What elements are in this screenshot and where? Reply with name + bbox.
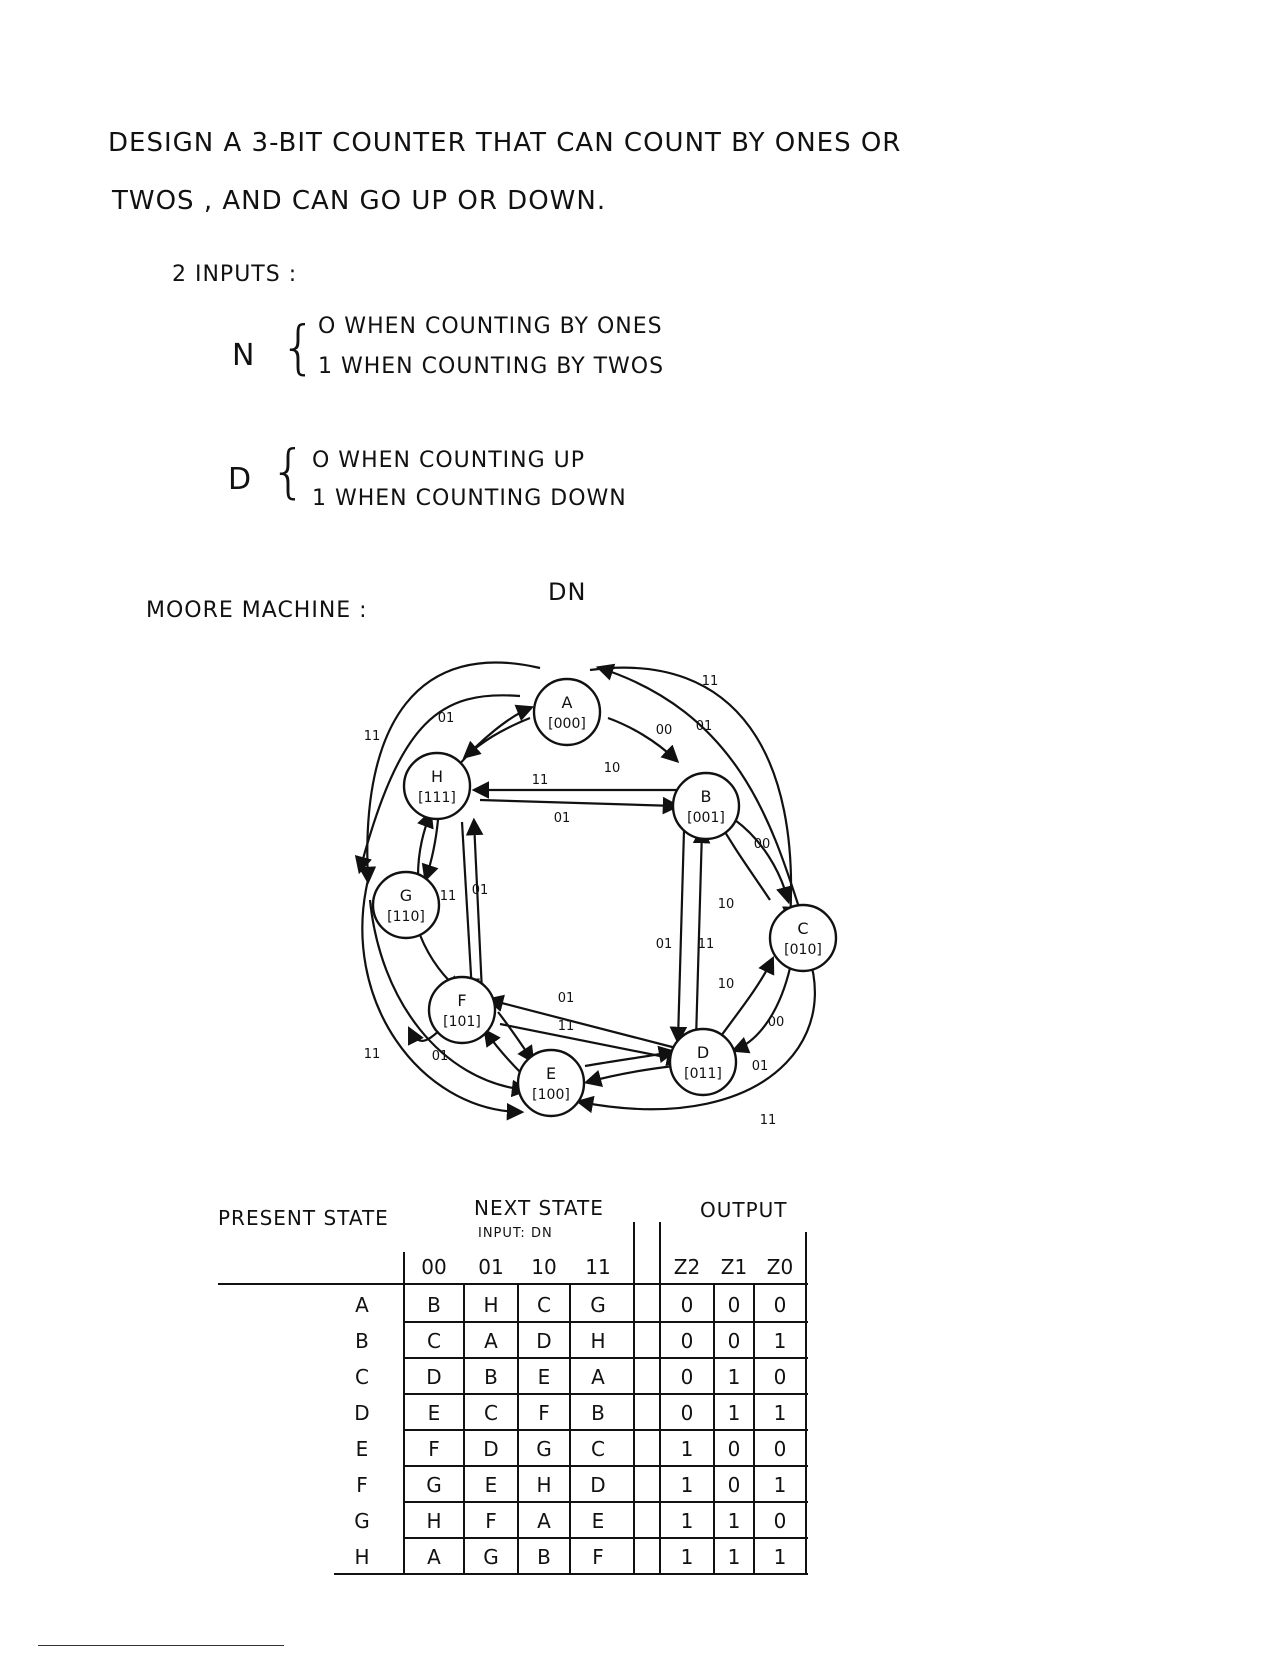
- table-output-cell: 0: [680, 1329, 694, 1353]
- input-d-symbol: D: [228, 462, 253, 497]
- state-c-id: C: [797, 919, 809, 938]
- table-present-state: G: [354, 1509, 370, 1533]
- table-next-state-cell: E: [484, 1473, 498, 1497]
- table-present-state: C: [355, 1365, 369, 1389]
- table-output-cell: 1: [773, 1545, 787, 1569]
- table-output-cell: 1: [680, 1545, 694, 1569]
- table-output-cell: 0: [727, 1473, 741, 1497]
- table-present-state: B: [355, 1329, 369, 1353]
- edge-label-00: 00: [767, 1015, 785, 1030]
- table-header-next-sub: INPUT: DN: [478, 1226, 553, 1241]
- state-g-code: [110]: [387, 909, 425, 925]
- table-next-state-cell: G: [590, 1293, 606, 1317]
- table-output-col-header: Z0: [766, 1255, 794, 1279]
- table-output-col-header: Z1: [720, 1255, 748, 1279]
- table-header-output: OUTPUT: [700, 1198, 788, 1222]
- table-present-state: D: [354, 1401, 370, 1425]
- edge-label-11: 11: [363, 729, 381, 744]
- table-output-cell: 1: [727, 1365, 741, 1389]
- table-next-state-cell: C: [537, 1293, 551, 1317]
- table-next-state-cell: H: [483, 1293, 499, 1317]
- table-output-cell: 0: [680, 1401, 694, 1425]
- edge-label-01: 01: [437, 711, 455, 726]
- table-next-state-cell: A: [591, 1365, 605, 1389]
- table-output-cell: 0: [727, 1437, 741, 1461]
- table-next-state-cell: H: [590, 1329, 606, 1353]
- table-output-cell: 1: [680, 1437, 694, 1461]
- table-next-state-cell: A: [427, 1545, 441, 1569]
- input-d-line-1: 1 WHEN COUNTING DOWN: [312, 486, 627, 511]
- table-next-state-cell: D: [536, 1329, 552, 1353]
- edge-label-01: 01: [431, 1049, 449, 1064]
- state-h-id: H: [430, 767, 444, 786]
- table-input-col-header: 10: [531, 1255, 557, 1279]
- table-next-state-cell: F: [428, 1437, 440, 1461]
- input-n-symbol: N: [232, 338, 256, 373]
- table-output-col-header: Z2: [673, 1255, 701, 1279]
- table-next-state-cell: E: [537, 1365, 551, 1389]
- table-next-state-cell: G: [483, 1545, 499, 1569]
- table-next-state-cell: C: [427, 1329, 441, 1353]
- state-e-id: E: [545, 1064, 557, 1083]
- state-b-code: [001]: [687, 810, 725, 826]
- state-f-code: [101]: [443, 1014, 481, 1030]
- table-next-state-cell: C: [591, 1437, 605, 1461]
- table-header-next: NEXT STATE: [474, 1196, 604, 1220]
- table-output-cell: 1: [773, 1329, 787, 1353]
- state-h-code: [111]: [418, 790, 456, 806]
- input-d-brace: {: [270, 437, 307, 505]
- edge-label-00: 00: [655, 723, 673, 738]
- edge-label-11: 11: [759, 1113, 777, 1128]
- table-output-cell: 0: [727, 1329, 741, 1353]
- edge-label-01: 01: [695, 719, 713, 734]
- table-next-state-cell: G: [426, 1473, 442, 1497]
- table-output-cell: 0: [773, 1437, 787, 1461]
- state-c-code: [010]: [784, 942, 822, 958]
- edge-label-11: 11: [701, 674, 719, 689]
- table-output-cell: 0: [773, 1293, 787, 1317]
- table-present-state: A: [355, 1293, 369, 1317]
- state-d-id: D: [696, 1043, 710, 1062]
- input-d-line-0: O WHEN COUNTING UP: [312, 448, 585, 473]
- edge-label-11: 11: [697, 937, 715, 952]
- edge-label-11: 11: [439, 889, 457, 904]
- table-header-present: PRESENT STATE: [218, 1206, 389, 1230]
- state-f-id: F: [457, 991, 467, 1010]
- table-present-state: F: [356, 1473, 368, 1497]
- diagram-input-label: DN: [548, 578, 587, 606]
- edge-label-11: 11: [363, 1047, 381, 1062]
- table-output-cell: 0: [773, 1365, 787, 1389]
- table-present-state: E: [355, 1437, 369, 1461]
- table-next-state-cell: H: [426, 1509, 442, 1533]
- edge-label-10: 10: [717, 897, 735, 912]
- edge-label-01: 01: [471, 883, 489, 898]
- footer-rule: [38, 1645, 284, 1646]
- table-output-cell: 1: [773, 1473, 787, 1497]
- table-output-cell: 1: [727, 1509, 741, 1533]
- table-next-state-cell: F: [592, 1545, 604, 1569]
- edge-label-11: 11: [531, 773, 549, 788]
- table-next-state-cell: B: [484, 1365, 498, 1389]
- table-next-state-cell: D: [483, 1437, 499, 1461]
- table-next-state-cell: B: [537, 1545, 551, 1569]
- edge-label-01: 01: [655, 937, 673, 952]
- edge-label-01: 01: [751, 1059, 769, 1074]
- table-next-state-cell: B: [591, 1401, 605, 1425]
- edge-label-11: 11: [557, 1019, 575, 1034]
- state-a-code: [000]: [548, 716, 586, 732]
- table-output-cell: 1: [727, 1401, 741, 1425]
- table-output-cell: 1: [680, 1509, 694, 1533]
- input-n-line-1: 1 WHEN COUNTING BY TWOS: [318, 354, 665, 379]
- table-input-col-header: 00: [421, 1255, 447, 1279]
- problem-line-2: TWOS , AND CAN GO UP OR DOWN.: [112, 186, 607, 216]
- edge-label-10: 10: [603, 761, 621, 776]
- table-output-cell: 1: [773, 1401, 787, 1425]
- table-next-state-cell: C: [484, 1401, 498, 1425]
- state-a-id: A: [561, 693, 573, 712]
- table-next-state-cell: F: [538, 1401, 550, 1425]
- input-n-brace: {: [280, 313, 317, 381]
- state-e-code: [100]: [532, 1087, 570, 1103]
- edge-label-00: 00: [753, 837, 771, 852]
- table-next-state-cell: E: [427, 1401, 441, 1425]
- table-next-state-cell: A: [484, 1329, 498, 1353]
- table-next-state-cell: F: [485, 1509, 497, 1533]
- table-present-state: H: [354, 1545, 370, 1569]
- inputs-heading: 2 INPUTS :: [172, 262, 298, 287]
- table-output-cell: 0: [773, 1509, 787, 1533]
- table-next-state-cell: D: [590, 1473, 606, 1497]
- edge-label-10: 10: [717, 977, 735, 992]
- table-next-state-cell: E: [591, 1509, 605, 1533]
- table-output-cell: 1: [727, 1545, 741, 1569]
- table-input-col-header: 01: [478, 1255, 504, 1279]
- edge-label-01: 01: [557, 991, 575, 1006]
- state-d-code: [011]: [684, 1066, 722, 1082]
- problem-line-1: DESIGN A 3-BIT COUNTER THAT CAN COUNT BY ONES OR: [108, 128, 902, 158]
- table-output-cell: 1: [680, 1473, 694, 1497]
- table-next-state-cell: D: [426, 1365, 442, 1389]
- table-next-state-cell: H: [536, 1473, 552, 1497]
- table-next-state-cell: A: [537, 1509, 551, 1533]
- edge-label-01: 01: [553, 811, 571, 826]
- table-next-state-cell: B: [427, 1293, 441, 1317]
- table-input-col-header: 11: [585, 1255, 611, 1279]
- input-n-line-0: O WHEN COUNTING BY ONES: [318, 314, 663, 339]
- table-output-cell: 0: [680, 1365, 694, 1389]
- state-b-id: B: [700, 787, 712, 806]
- table-output-cell: 0: [680, 1293, 694, 1317]
- table-output-cell: 0: [727, 1293, 741, 1317]
- state-g-id: G: [399, 886, 413, 905]
- moore-machine-label: MOORE MACHINE :: [146, 598, 368, 623]
- table-next-state-cell: G: [536, 1437, 552, 1461]
